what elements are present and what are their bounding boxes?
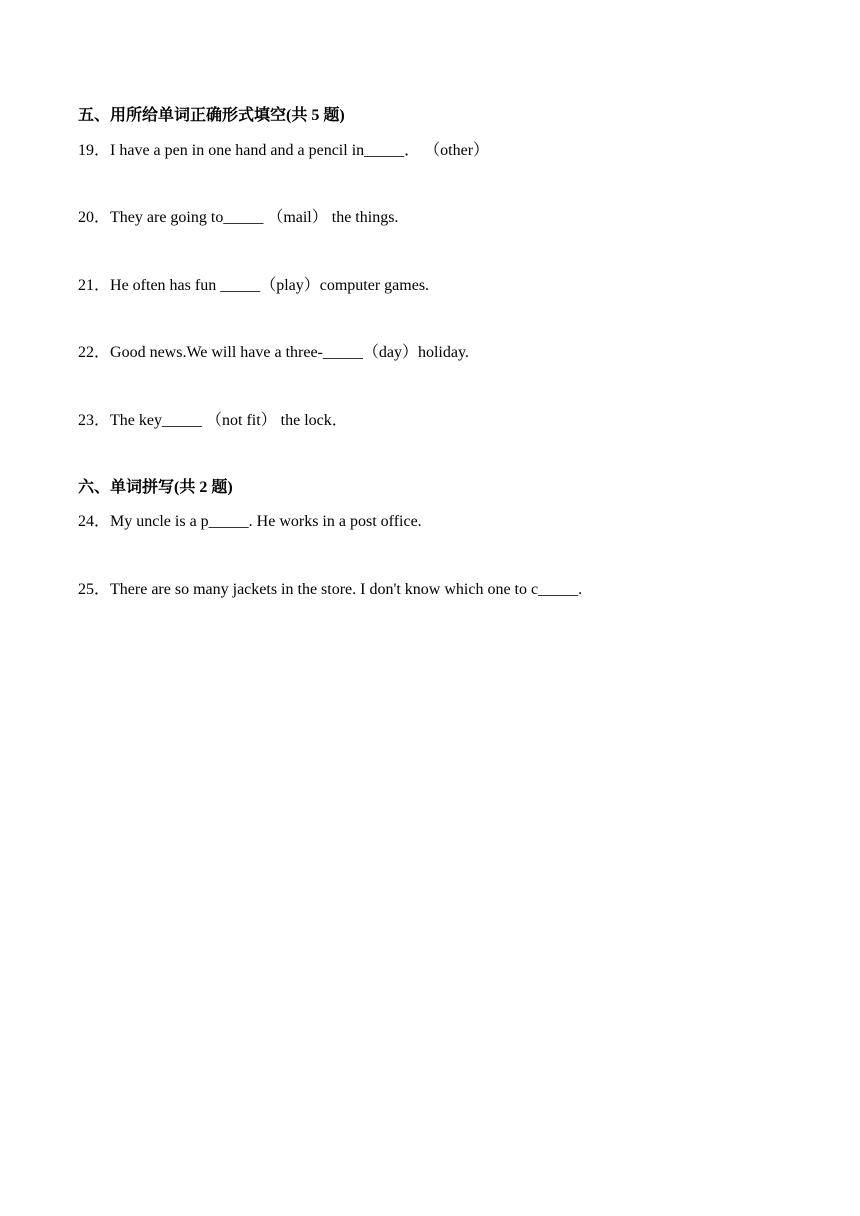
question-number: 22．: [78, 344, 111, 361]
question-20: [78, 208, 398, 228]
question-23: [78, 411, 348, 431]
question-number: 21．: [78, 277, 111, 294]
section-heading-fill-in: 五、用所给单词正确形式填空(共 5 题): [78, 107, 345, 124]
question-24: [78, 512, 422, 532]
question-25: [78, 580, 582, 600]
question-text: He often has fun _____（play）computer games.: [110, 277, 430, 294]
question-text: The key_____ （not fit） the lock．: [110, 412, 348, 429]
question-text: There are so many jackets in the store. I don't know which one to c_____.: [110, 581, 583, 598]
question-number: 24．: [78, 513, 111, 530]
question-number: 19．: [78, 142, 111, 159]
question-22: [78, 343, 469, 363]
question-text: My uncle is a p_____. He works in a post office.: [110, 513, 422, 530]
question-text: I have a pen in one hand and a pencil in_____． （other）: [110, 142, 490, 159]
question-number: 23．: [78, 412, 111, 429]
section-heading-spelling: 六、单词拼写(共 2 题): [78, 479, 233, 496]
question-number: 25．: [78, 581, 111, 598]
question-19: [78, 141, 489, 161]
question-text: Good news.We will have a three-_____（day）holiday.: [110, 344, 469, 361]
question-number: 20．: [78, 209, 111, 226]
question-21: [78, 276, 429, 296]
question-text: They are going to_____ （mail） the things.: [110, 209, 399, 226]
